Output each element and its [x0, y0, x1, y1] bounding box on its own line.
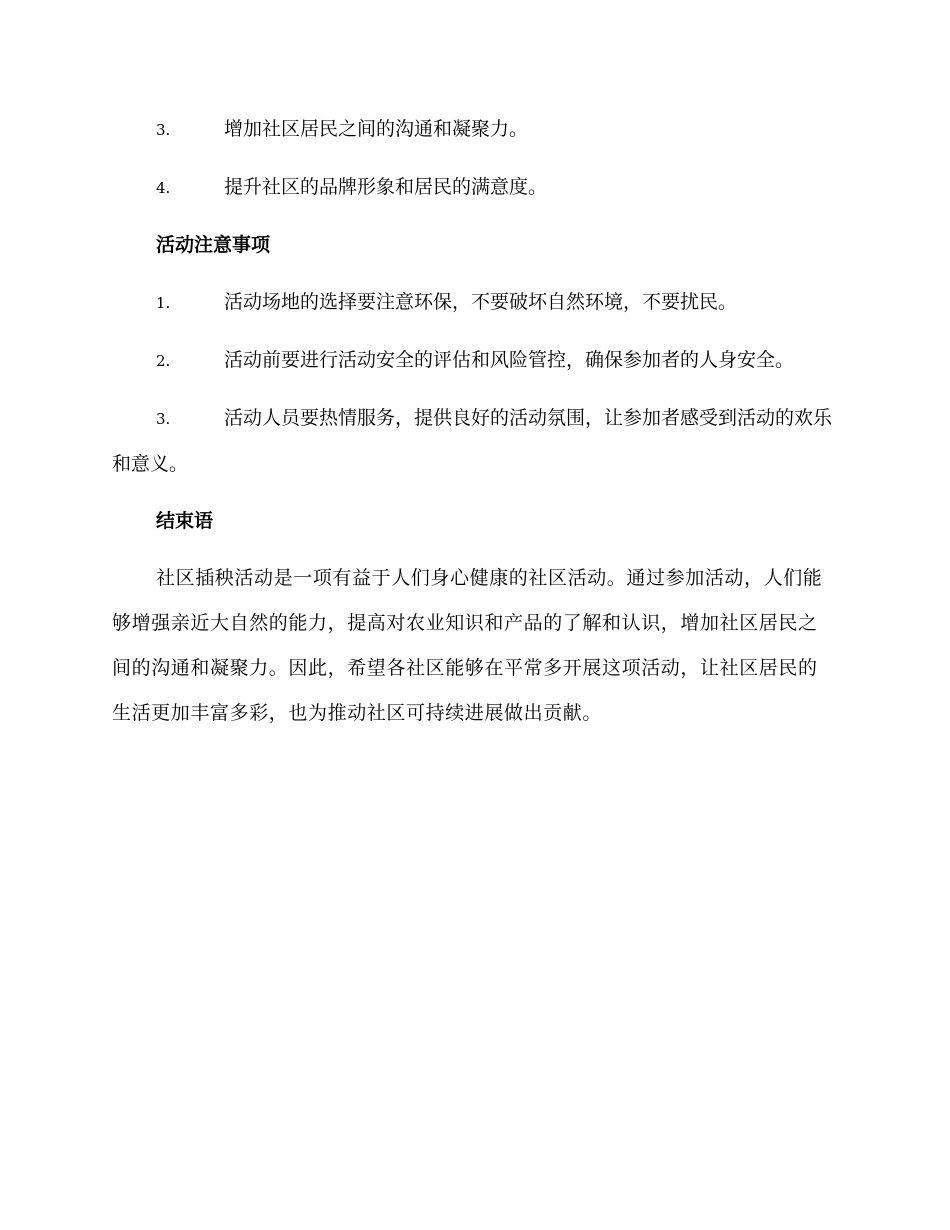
list-item: [112, 280, 834, 326]
list-number: 4.: [156, 179, 171, 197]
document-page: [112, 107, 834, 736]
list-item: [112, 165, 834, 211]
list-number: 3.: [156, 410, 171, 428]
list-text: 增加社区居民之间的沟通和凝聚力。: [224, 118, 529, 140]
list-item: [112, 107, 834, 153]
list-text: 活动人员要热情服务，提供良好的活动氛围，让参加者感受到活动的欢乐和意义。: [112, 407, 833, 475]
conclusion-paragraph: 社区插秧活动是一项有益于人们身心健康的社区活动。通过参加活动，人们能够增强亲近大自然的能力，提高对农业知识和产品的了解和认识，增加社区居民之间的沟通和凝聚力。因此，希望各社区能够在平常多开展这项活动，让社区居民的生活更加丰富多彩，也为推动社区可持续进展做出贡献。: [112, 567, 823, 724]
list-number: 1.: [156, 294, 171, 312]
section-heading-notes: 活动注意事项: [156, 234, 271, 256]
list-item: [112, 396, 834, 487]
list-text: 活动场地的选择要注意环保，不要破坏自然环境，不要扰民。: [224, 291, 738, 313]
list-number: 2.: [156, 352, 171, 370]
list-item: [112, 338, 834, 384]
list-text: 提升社区的品牌形象和居民的满意度。: [224, 176, 548, 198]
list-text: 活动前要进行活动安全的评估和风险管控，确保参加者的人身安全。: [224, 349, 795, 371]
section-heading-conclusion: 结束语: [156, 510, 214, 532]
list-number: 3.: [156, 121, 171, 139]
